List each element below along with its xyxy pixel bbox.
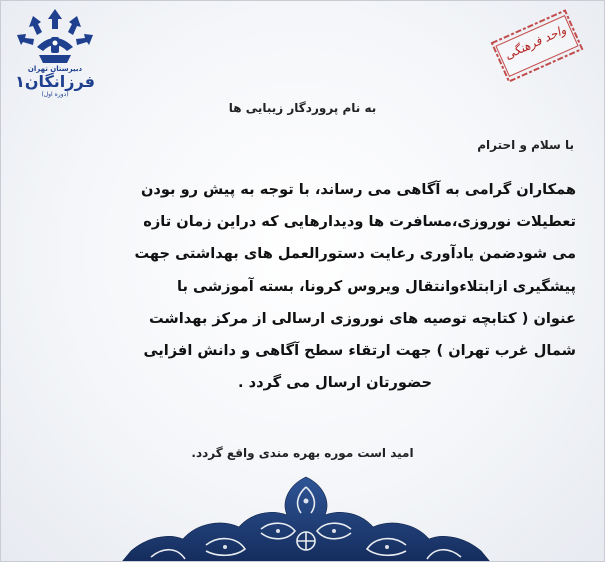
emblem-icon [7,7,103,67]
body-line: عنوان ( کتابچه توصیه های نوروزی ارسالی از مرکز بهداشت [148,309,576,327]
body-line: حضورتان ارسال می گردد . [238,374,432,392]
greeting-line: با سلام و احترام [477,138,574,152]
letter-body [24,174,576,399]
closing-line: امید است موره بهره مندی واقع گردد. [191,446,414,460]
logo-caption-sub: (دوره اول) [41,91,69,98]
body-line: پیشگیری ازابتلاءوانتقال ویروس کرونا، بسته آموزشی با [177,277,576,295]
school-logo [7,7,103,99]
body-line: شمال غرب تهران ) جهت ارتقاء سطح آگاهی و دانش افزایی [143,341,576,359]
body-line: می شودضمن یادآوری رعایت دستورالعمل های بهداشتی جهت [134,245,576,263]
basmala-heading: به نام پروردگار زیبایی ها [228,101,377,115]
cultural-unit-stamp [489,8,584,84]
logo-caption-top: دبیرستان تهران [27,65,83,73]
logo-school-name: فرزانگان۱ [15,72,95,91]
stamp-text: واحد فرهنگی [502,22,569,63]
body-line: همکاران گرامی به آگاهی می رساند، با توجه به پیش رو بودن [140,181,576,198]
islamic-ornament-icon [111,471,501,562]
body-line: تعطیلات نوروزی،مسافرت ها ودیدارهایی که دراین زمان تازه [143,213,576,231]
